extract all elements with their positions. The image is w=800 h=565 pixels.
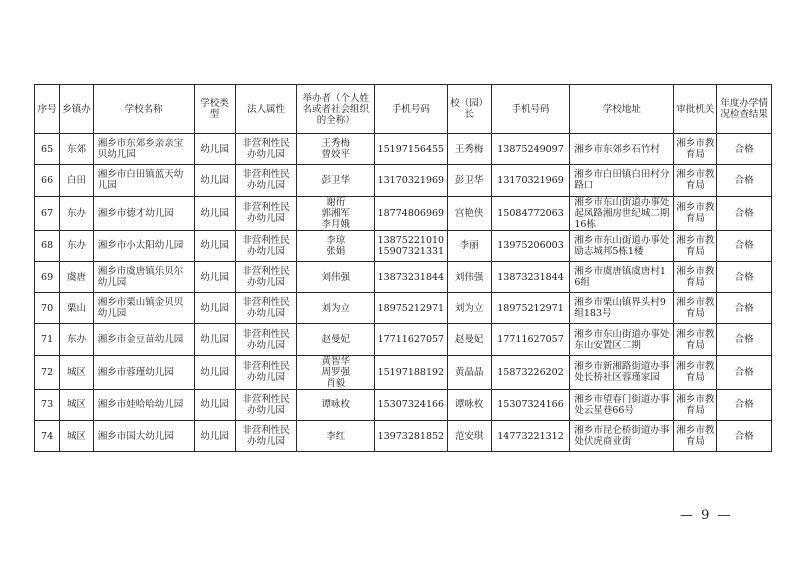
- cell-school-name: 湘乡市白田镇蓝天幼儿园: [93, 165, 194, 196]
- cell-phone1: 15307324166: [375, 389, 447, 420]
- header-town: 乡镇办: [60, 85, 94, 134]
- cell-organizer-line: 李红: [326, 430, 346, 442]
- header-index: 序号: [35, 85, 60, 134]
- cell-town: 白田: [60, 165, 94, 196]
- cell-result: 合格: [717, 421, 772, 452]
- cell-town: 城区: [60, 355, 94, 389]
- cell-result: 合格: [717, 355, 772, 389]
- cell-school-type: 幼儿园: [194, 261, 235, 292]
- cell-principal: 刘伟强: [447, 261, 491, 292]
- cell-phone1: 15197188192: [375, 355, 447, 389]
- cell-index: 71: [35, 324, 60, 355]
- table-row: [35, 261, 772, 292]
- cell-organizer-line: 李月娥: [321, 218, 351, 230]
- cell-principal: 黄晶晶: [447, 355, 491, 389]
- table-body: [35, 134, 772, 452]
- cell-approver: 湘乡市教育局: [674, 389, 717, 420]
- header-address: 学校地址: [570, 85, 674, 134]
- cell-school-type: 幼儿园: [194, 324, 235, 355]
- cell-phone1: 13873231844: [375, 261, 447, 292]
- cell-phone1-line: 15907321331: [377, 245, 445, 257]
- cell-index: 68: [35, 230, 60, 261]
- table-row: [35, 196, 772, 230]
- cell-town: 虞唐: [60, 261, 94, 292]
- cell-principal: 宫艳侠: [447, 196, 491, 230]
- cell-phone2: 15873226202: [491, 355, 570, 389]
- cell-legal-attr: 非营利性民办幼儿园: [235, 230, 297, 261]
- cell-phone1: 18975212971: [375, 293, 447, 324]
- cell-organizer-line: 周罗强: [321, 366, 351, 378]
- cell-organizer: [297, 196, 375, 230]
- cell-organizer-line: 曾姣平: [321, 149, 351, 161]
- cell-address: 湘乡市白田镇白田村分路口: [570, 165, 674, 196]
- cell-organizer-line: 刘伟强: [321, 271, 351, 283]
- cell-school-type: 幼儿园: [194, 134, 235, 165]
- cell-phone1: 15197156455: [375, 134, 447, 165]
- table-row: [35, 293, 772, 324]
- cell-result: 合格: [717, 293, 772, 324]
- table-header-row: [35, 85, 772, 134]
- cell-legal-attr: 非营利性民办幼儿园: [235, 355, 297, 389]
- cell-address: 湘乡市东郊乡石竹村: [570, 134, 674, 165]
- cell-organizer-line: 刘为立: [321, 302, 351, 314]
- cell-index: 69: [35, 261, 60, 292]
- cell-phone1: [375, 230, 447, 261]
- cell-school-type: 幼儿园: [194, 293, 235, 324]
- cell-organizer: [297, 355, 375, 389]
- cell-legal-attr: 非营利性民办幼儿园: [235, 324, 297, 355]
- header-phone2: 手机号码: [491, 85, 570, 134]
- cell-town: 城区: [60, 389, 94, 420]
- cell-organizer-line: 张娟: [326, 245, 346, 257]
- cell-organizer-line: 王秀梅: [321, 138, 351, 150]
- cell-school-name: 湘乡市东郊乡亲亲宝贝幼儿园: [93, 134, 194, 165]
- cell-approver: 湘乡市教育局: [674, 355, 717, 389]
- header-phone1: 手机号码: [375, 85, 447, 134]
- cell-phone2: 14773221312: [491, 421, 570, 452]
- cell-phone1-line: 13875221010: [377, 234, 445, 246]
- cell-town: 城区: [60, 421, 94, 452]
- cell-phone2: 17711627057: [491, 324, 570, 355]
- cell-approver: 湘乡市教育局: [674, 134, 717, 165]
- cell-legal-attr: 非营利性民办幼儿园: [235, 165, 297, 196]
- cell-approver: 湘乡市教育局: [674, 165, 717, 196]
- header-approver: 审批机关: [674, 85, 717, 134]
- cell-school-name: 湘乡市虞唐镇乐贝尔幼儿园: [93, 261, 194, 292]
- cell-organizer-line: 彭卫华: [321, 174, 351, 186]
- page-number: — 9 —: [680, 508, 733, 523]
- cell-phone2: 13170321969: [491, 165, 570, 196]
- cell-school-type: 幼儿园: [194, 389, 235, 420]
- cell-approver: 湘乡市教育局: [674, 421, 717, 452]
- cell-address: 湘乡市栗山镇界头村9组183号: [570, 293, 674, 324]
- cell-approver: 湘乡市教育局: [674, 196, 717, 230]
- cell-index: 67: [35, 196, 60, 230]
- cell-school-name: 湘乡市金豆苗幼儿园: [93, 324, 194, 355]
- cell-school-type: 幼儿园: [194, 421, 235, 452]
- cell-organizer: [297, 389, 375, 420]
- cell-address: 湘乡市东山街道办事处起凤路湘房世纪城二期16栋: [570, 196, 674, 230]
- table-row: [35, 389, 772, 420]
- cell-organizer: [297, 165, 375, 196]
- cell-organizer: [297, 421, 375, 452]
- cell-phone2: 15084772063: [491, 196, 570, 230]
- cell-phone2: 18975212971: [491, 293, 570, 324]
- cell-town: 栗山: [60, 293, 94, 324]
- cell-principal: 谭咏枚: [447, 389, 491, 420]
- cell-address: 湘乡市虞唐镇虞唐村16组: [570, 261, 674, 292]
- cell-principal: 彭卫华: [447, 165, 491, 196]
- cell-approver: 湘乡市教育局: [674, 324, 717, 355]
- cell-school-type: 幼儿园: [194, 165, 235, 196]
- cell-address: 湘乡市新湘路街道办事处长桥社区蓉瑾家园: [570, 355, 674, 389]
- cell-phone2: 13975206003: [491, 230, 570, 261]
- cell-phone1: 18774806969: [375, 196, 447, 230]
- cell-address: 湘乡市望春门街道办事处云星巷66号: [570, 389, 674, 420]
- cell-organizer-line: 郭湘军: [321, 207, 351, 219]
- cell-principal: 王秀梅: [447, 134, 491, 165]
- cell-organizer-line: 谢衎: [326, 196, 346, 208]
- cell-school-name: 湘乡市国大幼儿园: [93, 421, 194, 452]
- cell-principal: 赵曼妃: [447, 324, 491, 355]
- cell-organizer: [297, 134, 375, 165]
- cell-school-type: 幼儿园: [194, 230, 235, 261]
- cell-phone1: 13973281852: [375, 421, 447, 452]
- header-organizer: 举办者（个人姓名或者社会组织的全称）: [297, 85, 375, 134]
- cell-legal-attr: 非营利性民办幼儿园: [235, 389, 297, 420]
- cell-phone1: 17711627057: [375, 324, 447, 355]
- cell-approver: 湘乡市教育局: [674, 230, 717, 261]
- cell-legal-attr: 非营利性民办幼儿园: [235, 421, 297, 452]
- cell-organizer-line: 李琼: [326, 234, 346, 246]
- cell-approver: 湘乡市教育局: [674, 293, 717, 324]
- table-row: [35, 324, 772, 355]
- cell-result: 合格: [717, 196, 772, 230]
- cell-address: 湘乡市东山街道办事处励志城邦5栋1楼: [570, 230, 674, 261]
- cell-phone1: 13170321969: [375, 165, 447, 196]
- header-result: 年度办学情况检查结果: [717, 85, 772, 134]
- cell-town: 东郊: [60, 134, 94, 165]
- cell-school-type: 幼儿园: [194, 355, 235, 389]
- header-school-name: 学校名称: [93, 85, 194, 134]
- cell-phone2: 13873231844: [491, 261, 570, 292]
- table-row: [35, 165, 772, 196]
- cell-principal: 刘为立: [447, 293, 491, 324]
- cell-town: 东办: [60, 196, 94, 230]
- cell-result: 合格: [717, 261, 772, 292]
- cell-legal-attr: 非营利性民办幼儿园: [235, 196, 297, 230]
- cell-organizer-line: 肖毅: [326, 377, 346, 389]
- cell-result: 合格: [717, 165, 772, 196]
- cell-legal-attr: 非营利性民办幼儿园: [235, 261, 297, 292]
- cell-school-name: 湘乡市小太阳幼儿园: [93, 230, 194, 261]
- cell-index: 73: [35, 389, 60, 420]
- cell-school-name: 湘乡市栗山镇金贝贝幼儿园: [93, 293, 194, 324]
- cell-organizer: [297, 293, 375, 324]
- cell-result: 合格: [717, 230, 772, 261]
- cell-organizer-line: 赵曼妃: [321, 334, 351, 346]
- cell-address: 湘乡市昆仑桥街道办事处伏虎商业街: [570, 421, 674, 452]
- cell-phone2: 13875249097: [491, 134, 570, 165]
- table-row: [35, 355, 772, 389]
- cell-index: 66: [35, 165, 60, 196]
- cell-index: 72: [35, 355, 60, 389]
- cell-index: 65: [35, 134, 60, 165]
- cell-legal-attr: 非营利性民办幼儿园: [235, 134, 297, 165]
- table-row: [35, 230, 772, 261]
- cell-principal: 范安琪: [447, 421, 491, 452]
- cell-index: 74: [35, 421, 60, 452]
- table-row: [35, 421, 772, 452]
- kindergarten-registry-table: [34, 84, 772, 452]
- cell-town: 东办: [60, 324, 94, 355]
- cell-town: 东办: [60, 230, 94, 261]
- cell-approver: 湘乡市教育局: [674, 261, 717, 292]
- cell-organizer-line: 黄智华: [321, 355, 351, 367]
- cell-school-type: 幼儿园: [194, 196, 235, 230]
- cell-result: 合格: [717, 134, 772, 165]
- header-principal: 校（园）长: [447, 85, 491, 134]
- cell-organizer-line: 谭咏枚: [321, 399, 351, 411]
- cell-school-name: 湘乡市娃哈哈幼儿园: [93, 389, 194, 420]
- cell-phone2: 15307324166: [491, 389, 570, 420]
- table-row: [35, 134, 772, 165]
- cell-school-name: 湘乡市德才幼儿园: [93, 196, 194, 230]
- cell-organizer: [297, 324, 375, 355]
- cell-index: 70: [35, 293, 60, 324]
- cell-legal-attr: 非营利性民办幼儿园: [235, 293, 297, 324]
- cell-organizer: [297, 230, 375, 261]
- cell-organizer: [297, 261, 375, 292]
- cell-principal: 李丽: [447, 230, 491, 261]
- cell-result: 合格: [717, 389, 772, 420]
- header-legal-attr: 法人属性: [235, 85, 297, 134]
- header-school-type: 学校类型: [194, 85, 235, 134]
- cell-school-name: 湘乡市蓉瑾幼儿园: [93, 355, 194, 389]
- cell-result: 合格: [717, 324, 772, 355]
- cell-address: 湘乡市东山街道办事处东山安置区二期: [570, 324, 674, 355]
